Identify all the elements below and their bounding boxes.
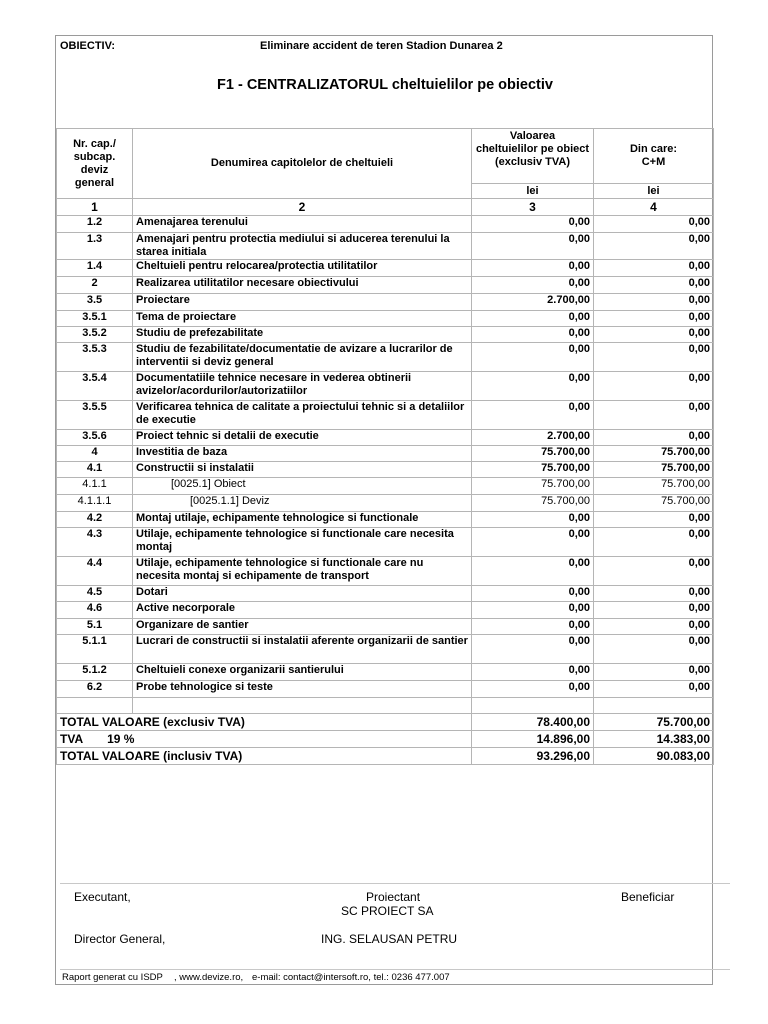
table-row	[57, 602, 714, 619]
row-name: Cheltuieli conexe organizarii santierului	[133, 664, 472, 681]
row-value: 0,00	[472, 277, 594, 294]
table-row	[57, 619, 714, 635]
page-title: F1 - CENTRALIZATORUL cheltuielilor pe obiectiv	[217, 77, 553, 93]
row-cm: 0,00	[594, 294, 714, 311]
total-value: 78.400,00	[472, 714, 594, 731]
row-name: Montaj utilaje, echipamente tehnologice si functionale	[133, 512, 472, 528]
row-number: 1.4	[57, 260, 133, 277]
row-number: 3.5	[57, 294, 133, 311]
total-label-cell	[57, 731, 472, 748]
total-incl-row	[57, 748, 714, 765]
row-number: 4.2	[57, 512, 133, 528]
row-value: 0,00	[472, 528, 594, 557]
row-name: Lucrari de constructii si instalatii aferente organizarii de santier	[133, 635, 472, 664]
row-cm: 75.700,00	[594, 446, 714, 462]
row-cm: 0,00	[594, 372, 714, 401]
row-name: Amenajari pentru protectia mediului si aducerea terenului la starea initiala	[133, 233, 472, 260]
spacer-row	[57, 698, 714, 714]
col-number-1: 1	[57, 199, 133, 216]
row-number: 4.4	[57, 557, 133, 586]
total-label: TVA	[60, 732, 84, 746]
table-row	[57, 512, 714, 528]
row-value: 0,00	[472, 372, 594, 401]
row-value: 0,00	[472, 343, 594, 372]
table-row	[57, 327, 714, 343]
table-row	[57, 664, 714, 681]
row-number: 1.3	[57, 233, 133, 260]
total-cm: 75.700,00	[594, 714, 714, 731]
row-value: 0,00	[472, 512, 594, 528]
expense-table	[56, 128, 714, 765]
col-header-nr: Nr. cap./ subcap. deviz general	[57, 129, 133, 199]
row-cm: 75.700,00	[594, 478, 714, 495]
row-name: Proiect tehnic si detalii de executie	[133, 430, 472, 446]
table-row	[57, 635, 714, 664]
row-value: 0,00	[472, 664, 594, 681]
row-cm: 0,00	[594, 233, 714, 260]
row-name: Probe tehnologice si teste	[133, 681, 472, 698]
table-row	[57, 446, 714, 462]
table-row	[57, 311, 714, 327]
row-value: 0,00	[472, 216, 594, 233]
table-header-row	[57, 129, 714, 184]
row-name: Verificarea tehnica de calitate a proiectului tehnic si a detaliilor de executie	[133, 401, 472, 430]
col-header-value: Valoarea cheltuielilor pe obiect (exclusiv TVA)	[472, 129, 594, 184]
table-row	[57, 294, 714, 311]
table-row	[57, 557, 714, 586]
row-name: Proiectare	[133, 294, 472, 311]
table-row	[57, 528, 714, 557]
table-row	[57, 401, 714, 430]
row-name: Studiu de prefezabilitate	[133, 327, 472, 343]
row-cm: 0,00	[594, 664, 714, 681]
total-value: 93.296,00	[472, 748, 594, 765]
unit-cm: lei	[594, 184, 714, 199]
row-value: 0,00	[472, 586, 594, 602]
row-value: 0,00	[472, 260, 594, 277]
row-name: Amenajarea terenului	[133, 216, 472, 233]
row-cm: 0,00	[594, 602, 714, 619]
footer-report: Raport generat cu ISDP	[62, 972, 163, 983]
row-name: Cheltuieli pentru relocarea/protectia utilitatilor	[133, 260, 472, 277]
spacer-cell	[594, 698, 714, 714]
row-number: 5.1.2	[57, 664, 133, 681]
row-cm: 0,00	[594, 586, 714, 602]
row-value: 0,00	[472, 401, 594, 430]
row-cm: 0,00	[594, 512, 714, 528]
table-row	[57, 260, 714, 277]
document-sheet	[55, 35, 713, 985]
row-value: 0,00	[472, 311, 594, 327]
row-number: 1.2	[57, 216, 133, 233]
row-name: Constructii si instalatii	[133, 462, 472, 478]
row-cm: 0,00	[594, 277, 714, 294]
row-value: 75.700,00	[472, 495, 594, 512]
row-name: Investitia de baza	[133, 446, 472, 462]
row-value: 0,00	[472, 602, 594, 619]
row-name: Tema de proiectare	[133, 311, 472, 327]
row-cm: 0,00	[594, 260, 714, 277]
spacer-cell	[472, 698, 594, 714]
row-cm: 0,00	[594, 528, 714, 557]
row-value: 2.700,00	[472, 430, 594, 446]
footer-contact: e-mail: contact@intersoft.ro, tel.: 0236 477.007	[252, 972, 450, 983]
column-number-row	[57, 199, 714, 216]
objective-value: Eliminare accident de teren Stadion Dunarea 2	[260, 40, 503, 52]
row-name: Studiu de fezabilitate/documentatie de avizare a lucrarilor de interventii si deviz general	[133, 343, 472, 372]
total-cm: 90.083,00	[594, 748, 714, 765]
row-cm: 0,00	[594, 311, 714, 327]
row-value: 75.700,00	[472, 462, 594, 478]
proiectant-company: SC PROIECT SA	[341, 904, 434, 918]
signature-divider	[60, 883, 730, 884]
row-cm: 0,00	[594, 619, 714, 635]
tva-row	[57, 731, 714, 748]
col-number-4: 4	[594, 199, 714, 216]
row-number: 3.5.3	[57, 343, 133, 372]
table-row	[57, 430, 714, 446]
table-row	[57, 478, 714, 495]
footer-divider	[60, 969, 730, 970]
row-name: [0025.1] Obiect	[133, 478, 472, 495]
total-label-cell	[57, 748, 472, 765]
row-name: Dotari	[133, 586, 472, 602]
total-label: TOTAL VALOARE (inclusiv TVA)	[60, 749, 243, 763]
row-number: 5.1	[57, 619, 133, 635]
row-value: 0,00	[472, 635, 594, 664]
col-number-3: 3	[472, 199, 594, 216]
col-header-cm: Din care: C+M	[594, 129, 714, 184]
total-value: 14.896,00	[472, 731, 594, 748]
total-label: TOTAL VALOARE (exclusiv TVA)	[60, 715, 245, 729]
tva-rate: 19 %	[107, 732, 135, 746]
objective-label: OBIECTIV:	[60, 40, 116, 52]
row-value: 2.700,00	[472, 294, 594, 311]
row-cm: 75.700,00	[594, 462, 714, 478]
total-label-cell	[57, 714, 472, 731]
row-cm: 0,00	[594, 343, 714, 372]
row-name: Organizare de santier	[133, 619, 472, 635]
table-row	[57, 277, 714, 294]
table-row	[57, 681, 714, 698]
col-header-name: Denumirea capitolelor de cheltuieli	[133, 129, 472, 199]
row-name: Utilaje, echipamente tehnologice si functionale care nu necesita montaj si echipamente de transport	[133, 557, 472, 586]
row-number: 3.5.1	[57, 311, 133, 327]
engineer-name: ING. SELAUSAN PETRU	[321, 932, 458, 946]
row-number: 4.1.1	[57, 478, 133, 495]
unit-value: lei	[472, 184, 594, 199]
row-value: 0,00	[472, 557, 594, 586]
row-cm: 0,00	[594, 216, 714, 233]
table-row	[57, 343, 714, 372]
row-number: 4.5	[57, 586, 133, 602]
row-number: 5.1.1	[57, 635, 133, 664]
beneficiar-label: Beneficiar	[621, 890, 675, 904]
director-label: Director General,	[74, 932, 166, 946]
row-number: 3.5.2	[57, 327, 133, 343]
row-cm: 0,00	[594, 401, 714, 430]
row-name: Realizarea utilitatilor necesare obiectivului	[133, 277, 472, 294]
row-number: 4.1.1.1	[57, 495, 133, 512]
row-number: 4	[57, 446, 133, 462]
spacer-cell	[133, 698, 472, 714]
row-value: 0,00	[472, 233, 594, 260]
row-cm: 75.700,00	[594, 495, 714, 512]
row-value: 0,00	[472, 327, 594, 343]
table-row	[57, 216, 714, 233]
row-number: 6.2	[57, 681, 133, 698]
proiectant-label: Proiectant	[366, 890, 421, 904]
spacer-cell	[57, 698, 133, 714]
row-name: Active necorporale	[133, 602, 472, 619]
row-name: [0025.1.1] Deviz	[133, 495, 472, 512]
row-value: 75.700,00	[472, 446, 594, 462]
row-name: Documentatiile tehnice necesare in vederea obtinerii avizelor/acordurilor/autorizatiilor	[133, 372, 472, 401]
row-number: 3.5.5	[57, 401, 133, 430]
row-cm: 0,00	[594, 557, 714, 586]
row-cm: 0,00	[594, 635, 714, 664]
row-cm: 0,00	[594, 681, 714, 698]
row-value: 0,00	[472, 681, 594, 698]
executant-label: Executant,	[74, 890, 131, 904]
row-number: 4.3	[57, 528, 133, 557]
total-cm: 14.383,00	[594, 731, 714, 748]
row-number: 4.6	[57, 602, 133, 619]
table-row	[57, 495, 714, 512]
row-cm: 0,00	[594, 327, 714, 343]
total-excl-row	[57, 714, 714, 731]
row-number: 3.5.6	[57, 430, 133, 446]
row-number: 4.1	[57, 462, 133, 478]
footer-site: , www.devize.ro,	[174, 972, 244, 983]
row-value: 0,00	[472, 619, 594, 635]
row-cm: 0,00	[594, 430, 714, 446]
col-number-2: 2	[133, 199, 472, 216]
row-value: 75.700,00	[472, 478, 594, 495]
row-number: 3.5.4	[57, 372, 133, 401]
table-row	[57, 462, 714, 478]
row-name: Utilaje, echipamente tehnologice si functionale care necesita montaj	[133, 528, 472, 557]
row-number: 2	[57, 277, 133, 294]
table-row	[57, 372, 714, 401]
table-row	[57, 233, 714, 260]
table-row	[57, 586, 714, 602]
